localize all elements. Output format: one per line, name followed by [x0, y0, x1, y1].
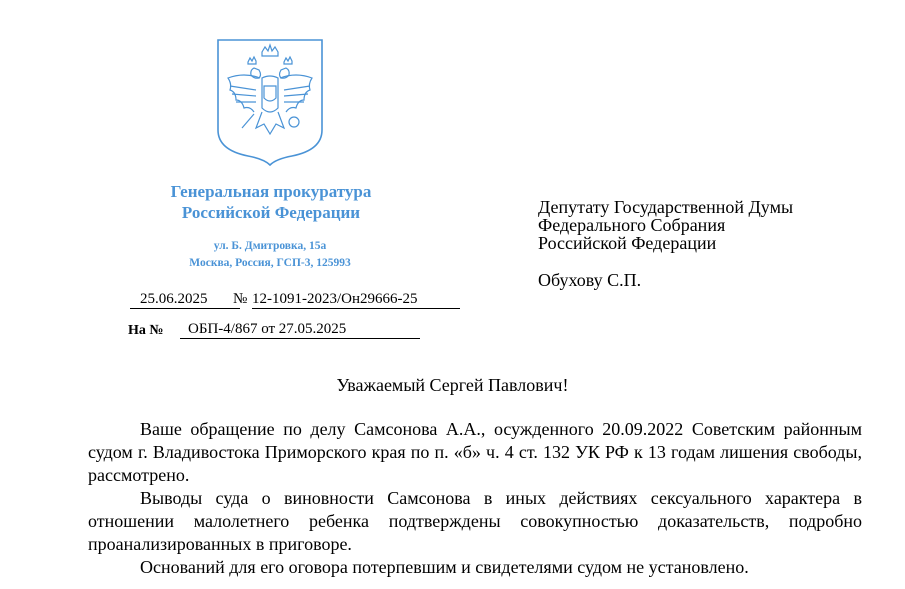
reply-to-label: На № [128, 323, 164, 338]
address-line2: Москва, Россия, ГСП-3, 125993 [189, 257, 351, 269]
reply-to-value: ОБП-4/867 от 27.05.2025 [180, 320, 420, 339]
salutation: Уважаемый Сергей Павлович! [336, 375, 569, 395]
recipient-line3: Российской Федерации [538, 233, 717, 253]
issuer-address [150, 238, 390, 272]
issuer-organization [136, 181, 406, 223]
paragraph-2: Выводы суда о виновности Самсонова в иных действиях сексуального характера в отношении малолетнего ребенка подтверждены совокупностью доказательств, подробно проанализированных в приговоре. [88, 488, 862, 554]
registration-number-sign: № [233, 291, 248, 307]
recipient-name: Обухову С.П. [538, 270, 642, 290]
registration-date: 25.06.2025 [130, 290, 240, 309]
letter-body [88, 418, 862, 579]
recipient-line1: Депутату Государственной Думы [538, 197, 794, 217]
russian-eagle-emblem-icon [216, 38, 324, 166]
registration-number: 12-1091-2023/Он29666-25 [252, 290, 460, 309]
paragraph-3: Оснований для его оговора потерпевшим и свидетелями судом не установлено. [140, 557, 749, 577]
paragraph-1: Ваше обращение по делу Самсонова А.А., осужденного 20.09.2022 Советским районным судом г. Владивостока Приморского края по п. «б» ч. 4 ст. 132 УК РФ к 13 годам лишения свободы, рассмотрено. [88, 419, 862, 485]
address-line1: ул. Б. Дмитровка, 15а [213, 240, 327, 252]
org-name-line1: Генеральная прокуратура [170, 182, 372, 201]
recipient-block [538, 198, 793, 252]
org-name-line2: Российской Федерации [181, 203, 361, 222]
recipient-line2: Федерального Собрания [538, 215, 726, 235]
